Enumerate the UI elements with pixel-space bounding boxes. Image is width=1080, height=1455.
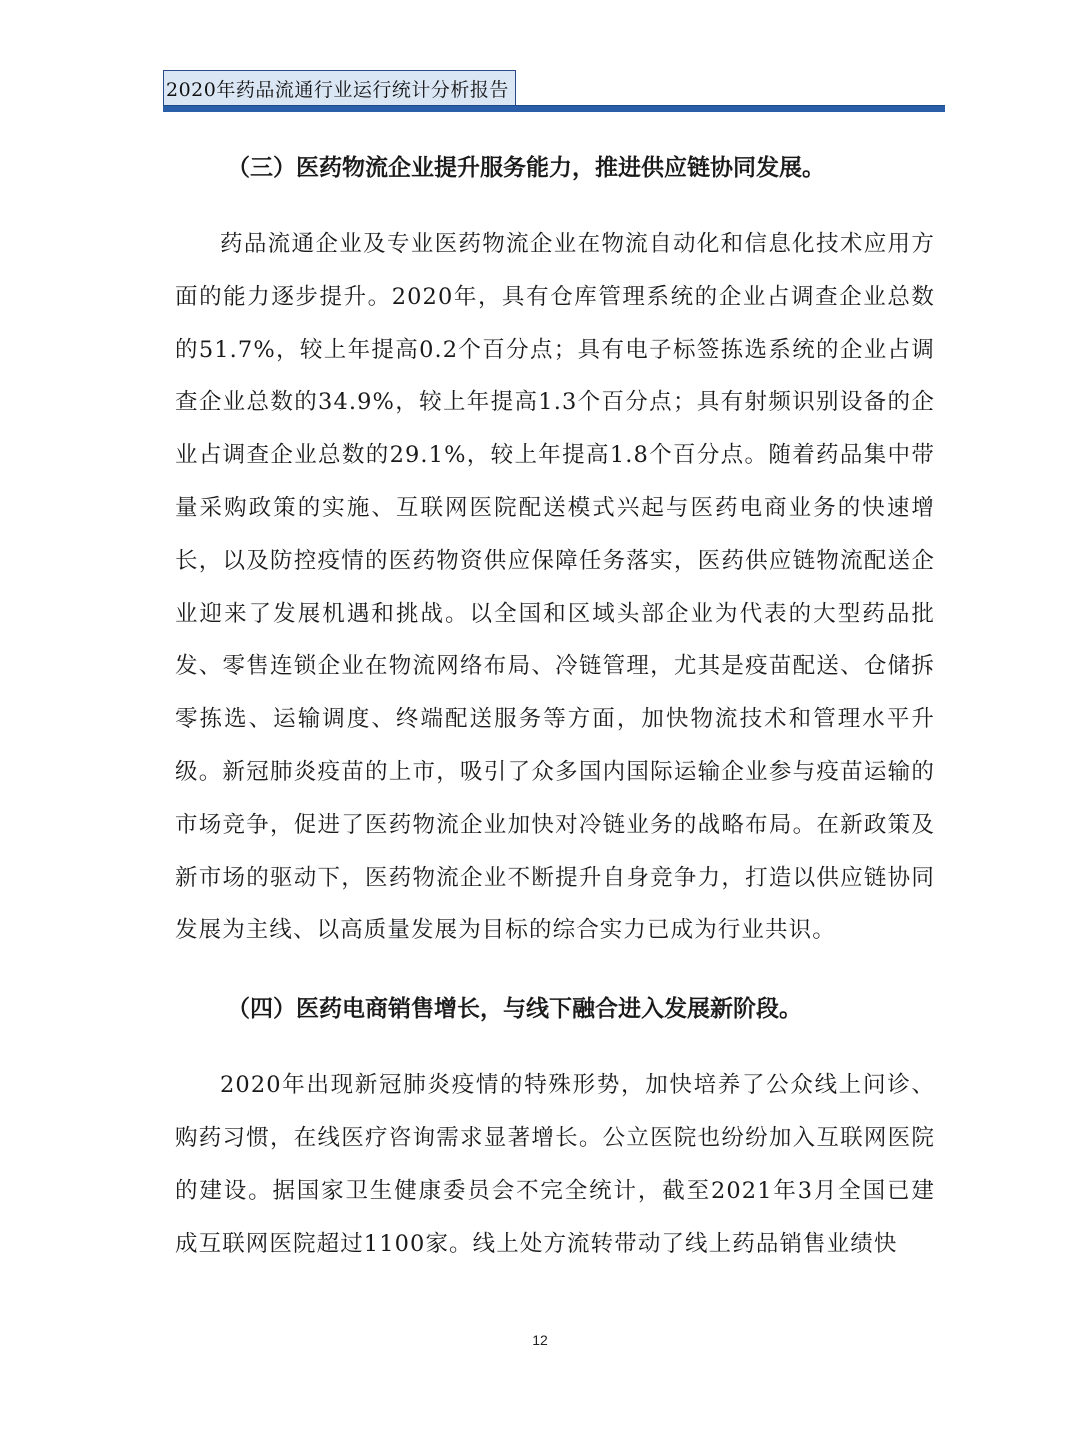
header-rule: [163, 105, 945, 112]
section-heading-3: （三）医药物流企业提升服务能力，推进供应链协同发展。: [227, 154, 825, 181]
page-content: [175, 142, 935, 1270]
spacer: [175, 194, 935, 218]
section-heading-4: （四）医药电商销售增长，与线下融合进入发展新阶段。: [227, 995, 802, 1023]
report-title: 2020年药品流通行业运行统计分析报告: [163, 70, 516, 105]
page-number: 12: [532, 1332, 548, 1348]
spacer: [175, 957, 935, 983]
section-3-paragraph: 药品流通企业及专业医药物流企业在物流自动化和信息化技术应用方面的能力逐步提升。2020年，具有仓库管理系统的企业占调查企业总数的51.7%，较上年提高0.2个百分点；具有电子标签拣选系统的企业占调查企业总数的34.9%，较上年提高1.3个百分点；具有射频识别设备的企业占调查企业总数的29.1%，较上年提高1.8个百分点。随着药品集中带量采购政策的实施、互联网医院配送模式兴起与医药电商业务的快速增长，以及防控疫情的医药物资供应保障任务落实，医药供应链物流配送企业迎来了发展机遇和挑战。以全国和区域头部企业为代表的大型药品批发、零售连锁企业在物流网络布局、冷链管理，尤其是疫苗配送、仓储拆零拣选、运输调度、终端配送服务等方面，加快物流技术和管理水平升级。新冠肺炎疫苗的上市，吸引了众多国内国际运输企业参与疫苗运输的市场竞争，促进了医药物流企业加快对冷链业务的战略布局。在新政策及新市场的驱动下，医药物流企业不断提升自身竞争力，打造以供应链协同发展为主线、以高质量发展为目标的综合实力已成为行业共识。: [175, 231, 935, 944]
running-header: [163, 70, 945, 112]
section-4-paragraph: 2020年出现新冠肺炎疫情的特殊形势，加快培养了公众线上问诊、购药习惯，在线医疗咨询需求显著增长。公立医院也纷纷加入互联网医院的建设。据国家卫生健康委员会不完全统计，截至2021年3月全国已建成互联网医院超过1100家。线上处方流转带动了线上药品销售业绩快: [175, 1072, 935, 1257]
spacer: [175, 1035, 935, 1059]
